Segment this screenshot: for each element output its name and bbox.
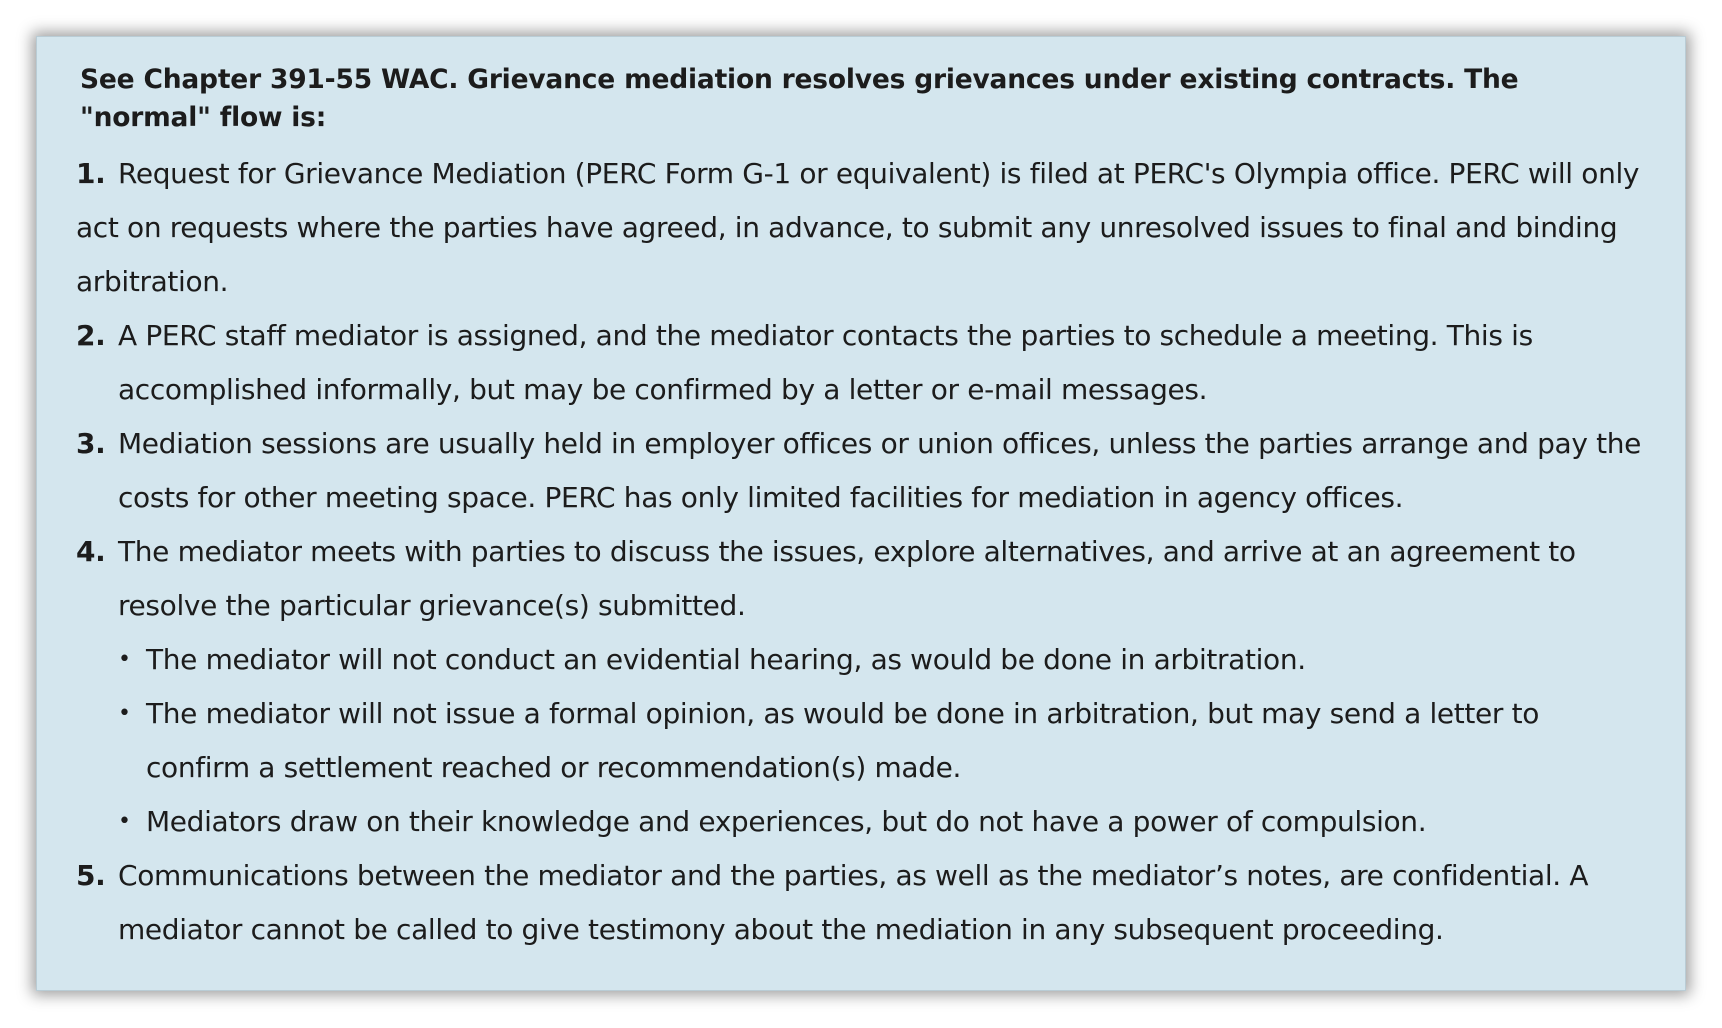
grievance-mediation-box	[36, 36, 1686, 991]
list-item	[76, 687, 1645, 795]
step-text: Request for Grievance Mediation (PERC Form G-1 or equivalent) is filed at PERC's Olympia office. PERC will only act on requests where the parties have agreed, in advance, to submit any unresolved issues to final and binding arbitration.	[76, 157, 1640, 298]
step-5	[76, 849, 1645, 957]
box-heading: See Chapter 391-55 WAC. Grievance mediation resolves grievances under existing contracts. The "normal" flow is:	[80, 64, 1519, 133]
step-text: A PERC staff mediator is assigned, and the mediator contacts the parties to schedule a meeting. This is accomplished informally, but may be confirmed by a letter or e-mail messages.	[118, 319, 1533, 406]
step-1	[76, 147, 1645, 309]
bullet-icon: •	[118, 647, 131, 672]
bullet-text: The mediator will not issue a formal opinion, as would be done in arbitration, but may send a letter to confirm a settlement reached or recommendation(s) made.	[146, 697, 1540, 784]
step-number: 5.	[76, 859, 106, 892]
step-text: Mediation sessions are usually held in employer offices or union offices, unless the parties arrange and pay the costs for other meeting space. PERC has only limited facilities for mediation in agency offices.	[118, 427, 1641, 514]
step-number: 3.	[76, 427, 106, 460]
step-text: Communications between the mediator and the parties, as well as the mediator’s notes, are confidential. A mediator cannot be called to give testimony about the mediation in any subsequent proceeding.	[118, 859, 1589, 946]
step-3	[76, 417, 1645, 525]
list-item	[76, 795, 1645, 849]
list-item	[76, 633, 1645, 687]
bullet-icon: •	[118, 809, 131, 834]
step-4-bullets	[76, 633, 1645, 849]
bullet-icon: •	[118, 701, 131, 726]
step-text: The mediator meets with parties to discuss the issues, explore alternatives, and arrive at an agreement to resolve the particular grievance(s) submitted.	[118, 535, 1576, 622]
step-number: 4.	[76, 535, 106, 568]
step-4	[76, 525, 1645, 633]
step-number: 1.	[76, 157, 106, 190]
step-number: 2.	[76, 319, 106, 352]
bullet-text: Mediators draw on their knowledge and experiences, but do not have a power of compulsion.	[146, 805, 1427, 838]
step-2	[76, 309, 1645, 417]
bullet-text: The mediator will not conduct an evidential hearing, as would be done in arbitration.	[146, 643, 1306, 676]
